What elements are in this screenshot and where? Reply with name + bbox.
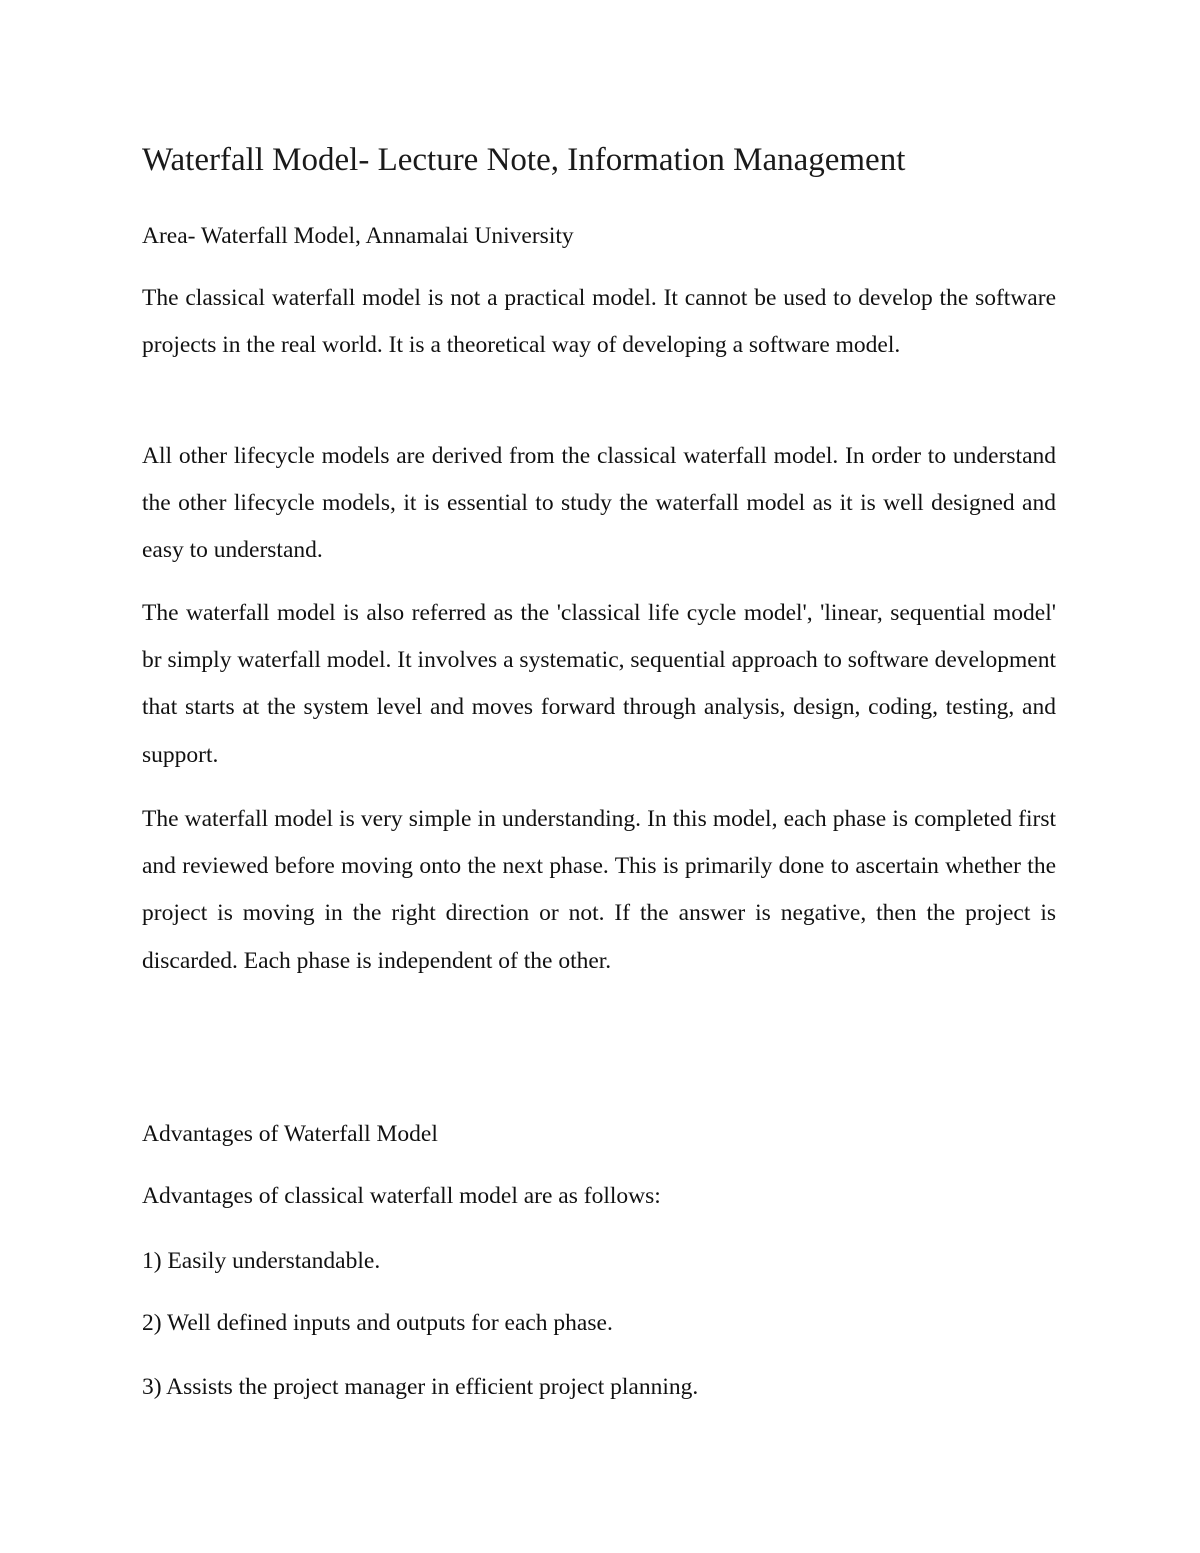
paragraph-1: The classical waterfall model is not a practical model. It cannot be used to develop the software projects in the real world. It is a theoretical way of developing a software model. (142, 285, 1056, 359)
advantage-item-3: 3) Assists the project manager in efficient project planning. (142, 1374, 699, 1400)
advantage-item-1: 1) Easily understandable. (142, 1248, 381, 1274)
advantages-intro: Advantages of classical waterfall model are as follows: (142, 1183, 661, 1209)
paragraph-2: All other lifecycle models are derived from the classical waterfall model. In order to understand the other lifecycle models, it is essential to study the waterfall model as it is well designed and easy to understand. (142, 443, 1056, 564)
advantages-heading: Advantages of Waterfall Model (142, 1121, 438, 1147)
paragraph-3: The waterfall model is also referred as the 'classical life cycle model', 'linear, sequential model' br simply waterfall model. It involves a systematic, sequential approach to software development that starts at the system level and moves forward through analysis, design, coding, testing, and support. (142, 600, 1056, 768)
area-line: Area- Waterfall Model, Annamalai University (142, 223, 574, 249)
paragraph-4: The waterfall model is very simple in understanding. In this model, each phase is completed first and reviewed before moving onto the next phase. This is primarily done to ascertain whether the project is moving in the right direction or not. If the answer is negative, then the project is discarded. Each phase is independent of the other. (142, 806, 1056, 974)
advantage-item-2: 2) Well defined inputs and outputs for each phase. (142, 1310, 613, 1336)
document-title: Waterfall Model- Lecture Note, Information Management (142, 142, 906, 178)
